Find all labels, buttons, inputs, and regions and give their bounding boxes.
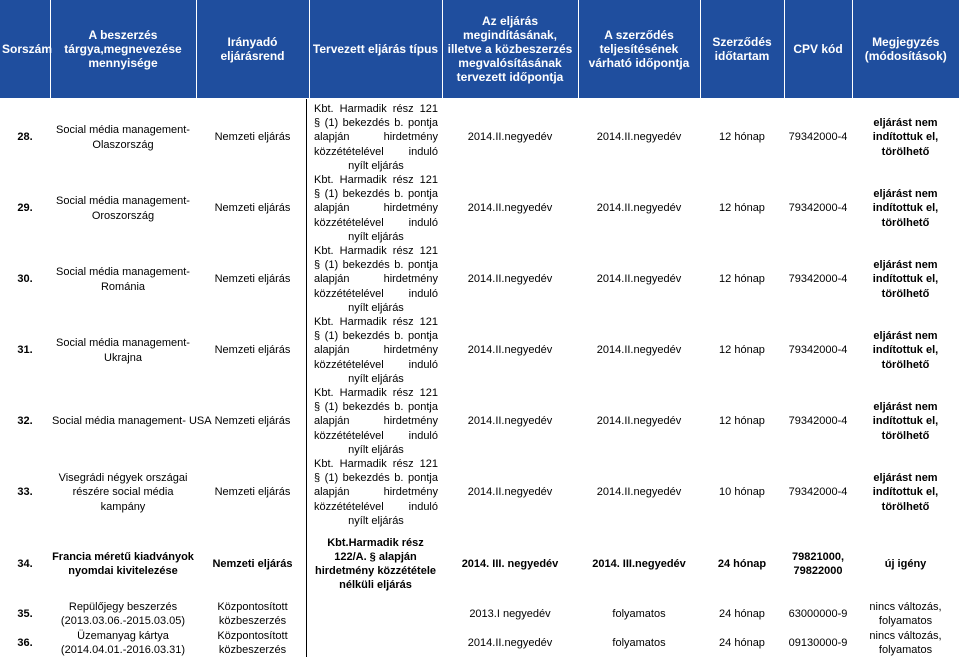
row-completion: 2014.II.negyedév bbox=[596, 344, 682, 357]
row-number: 35. bbox=[17, 608, 33, 621]
row-cpv: 79342000-4 bbox=[788, 273, 848, 286]
row-procedure: Nemzeti eljárás bbox=[214, 415, 291, 428]
row-number: 28. bbox=[17, 131, 33, 144]
row-duration: 12 hónap bbox=[719, 131, 765, 144]
row-subject: Repülőjegy beszerzés (2013.03.06.-2015.03.05) bbox=[60, 601, 186, 628]
header-procedure: Irányadó eljárásrend bbox=[196, 0, 309, 98]
row-cpv: 79342000-4 bbox=[788, 486, 848, 499]
row-note: eljárást nem indítottuk el, törölhető bbox=[872, 188, 939, 229]
row-procedure: Központosított közbeszerzés bbox=[217, 629, 288, 656]
row-completion: 2014.II.negyedév bbox=[596, 486, 682, 499]
row-number: 29. bbox=[17, 202, 33, 215]
row-cpv: 63000000-9 bbox=[788, 608, 848, 621]
header-row bbox=[0, 0, 959, 98]
table-row bbox=[0, 600, 959, 628]
row-type: Kbt. Harmadik rész 121 § (1) bekezdés b. pontja alapján hirdetmény közzétételével induló nyílt eljárás bbox=[314, 316, 438, 385]
row-procedure: Nemzeti eljárás bbox=[214, 344, 291, 357]
row-cpv: 79821000, 79822000 bbox=[792, 550, 844, 578]
column-divider bbox=[306, 99, 307, 657]
row-subject: Social média management-Románia bbox=[56, 266, 190, 293]
row-start: 2014.II.negyedév bbox=[467, 486, 553, 499]
row-completion: 2014. III.negyedév bbox=[592, 557, 686, 570]
row-cpv: 09130000-9 bbox=[788, 636, 848, 649]
row-start: 2014.II.negyedév bbox=[467, 131, 553, 144]
table-row bbox=[0, 386, 959, 457]
row-subject: Social média management-Olaszország bbox=[56, 124, 190, 151]
row-procedure: Nemzeti eljárás bbox=[214, 202, 291, 215]
row-number: 36. bbox=[17, 636, 33, 649]
table-row bbox=[0, 315, 959, 386]
header-subject: A beszerzés tárgya,megnevezése mennyisége bbox=[50, 0, 196, 98]
row-start: 2014.II.negyedév bbox=[467, 273, 553, 286]
row-completion: 2014.II.negyedév bbox=[596, 273, 682, 286]
header-note: Megjegyzés (módosítások) bbox=[852, 0, 959, 98]
row-completion: folyamatos bbox=[612, 608, 666, 621]
row-cpv: 79342000-4 bbox=[788, 131, 848, 144]
row-procedure: Nemzeti eljárás bbox=[212, 557, 293, 570]
row-start: 2014.II.negyedév bbox=[467, 202, 553, 215]
row-procedure: Nemzeti eljárás bbox=[214, 486, 291, 499]
row-duration: 24 hónap bbox=[717, 557, 767, 570]
row-type: Kbt. Harmadik rész 121 § (1) bekezdés b. pontja alapján hirdetmény közzétételével induló nyílt eljárás bbox=[314, 387, 438, 456]
table-row bbox=[0, 102, 959, 173]
row-cpv: 79342000-4 bbox=[788, 344, 848, 357]
row-note: eljárást nem indítottuk el, törölhető bbox=[872, 330, 939, 371]
header-duration: Szerződés időtartam bbox=[700, 0, 784, 98]
row-subject: Social média management-Ukrajna bbox=[56, 337, 190, 364]
row-procedure: Nemzeti eljárás bbox=[214, 131, 291, 144]
row-start: 2014.II.negyedév bbox=[467, 415, 553, 428]
row-note: eljárást nem indítottuk el, törölhető bbox=[872, 472, 939, 513]
row-number: 32. bbox=[17, 415, 33, 428]
row-type: Kbt. Harmadik rész 121 § (1) bekezdés b. pontja alapján hirdetmény közzétételével induló nyílt eljárás bbox=[314, 458, 438, 527]
table-row bbox=[0, 457, 959, 528]
header-completion: A szerződés teljesítésének várható időpontja bbox=[578, 0, 700, 98]
table-row bbox=[0, 244, 959, 315]
row-completion: 2014.II.negyedév bbox=[596, 131, 682, 144]
row-duration: 24 hónap bbox=[719, 636, 765, 649]
header-no: Sorszám bbox=[0, 0, 50, 98]
row-note: nincs változás, folyamatos bbox=[869, 601, 942, 628]
header-cpv: CPV kód bbox=[784, 0, 852, 98]
row-type: Kbt. Harmadik rész 121 § (1) bekezdés b. pontja alapján hirdetmény közzétételével induló nyílt eljárás bbox=[314, 103, 438, 172]
row-completion: 2014.II.negyedév bbox=[596, 415, 682, 428]
row-subject: Social média management- USA bbox=[52, 415, 212, 428]
row-note: eljárást nem indítottuk el, törölhető bbox=[872, 259, 939, 300]
table-row bbox=[0, 532, 959, 596]
row-duration: 12 hónap bbox=[719, 273, 765, 286]
row-number: 31. bbox=[17, 344, 33, 357]
row-number: 33. bbox=[17, 486, 33, 499]
row-duration: 12 hónap bbox=[719, 202, 765, 215]
header-start: Az eljárás megindításának, illetve a közbeszerzés megvalósításának tervezett időpontja bbox=[442, 0, 578, 98]
row-start: 2014.II.negyedév bbox=[467, 636, 553, 649]
row-duration: 24 hónap bbox=[719, 608, 765, 621]
row-completion: 2014.II.negyedév bbox=[596, 202, 682, 215]
row-note: eljárást nem indítottuk el, törölhető bbox=[872, 117, 939, 158]
row-start: 2013.I negyedév bbox=[469, 608, 551, 621]
row-note: nincs változás, folyamatos bbox=[869, 629, 942, 656]
row-procedure: Nemzeti eljárás bbox=[214, 273, 291, 286]
row-completion: folyamatos bbox=[612, 636, 666, 649]
row-start: 2014. III. negyedév bbox=[461, 557, 559, 570]
row-type bbox=[309, 629, 442, 657]
row-procedure: Központosított közbeszerzés bbox=[217, 601, 288, 628]
row-number: 34. bbox=[17, 557, 33, 570]
row-duration: 12 hónap bbox=[719, 415, 765, 428]
row-duration: 12 hónap bbox=[719, 344, 765, 357]
row-type: Kbt.Harmadik rész 122/A. § alapján hirdetmény közzététele nélküli eljárás bbox=[314, 536, 437, 592]
row-duration: 10 hónap bbox=[719, 486, 765, 499]
row-type bbox=[309, 600, 442, 628]
row-cpv: 79342000-4 bbox=[788, 202, 848, 215]
row-note: új igény bbox=[884, 557, 927, 570]
row-type: Kbt. Harmadik rész 121 § (1) bekezdés b. pontja alapján hirdetmény közzétételével induló nyílt eljárás bbox=[314, 174, 438, 243]
header-type: Tervezett eljárás típus bbox=[309, 0, 442, 98]
row-number: 30. bbox=[17, 273, 33, 286]
row-type: Kbt. Harmadik rész 121 § (1) bekezdés b. pontja alapján hirdetmény közzétételével induló nyílt eljárás bbox=[314, 245, 438, 314]
row-subject: Francia méretű kiadványok nyomdai kivitelezése bbox=[52, 550, 194, 578]
table-row bbox=[0, 173, 959, 244]
row-note: eljárást nem indítottuk el, törölhető bbox=[872, 401, 939, 442]
row-subject: Social média management-Oroszország bbox=[56, 195, 190, 222]
row-subject: Visegrádi négyek országai részére social média kampány bbox=[58, 472, 188, 513]
table-row bbox=[0, 629, 959, 657]
row-cpv: 79342000-4 bbox=[788, 415, 848, 428]
row-start: 2014.II.negyedév bbox=[467, 344, 553, 357]
row-subject: Üzemanyag kártya (2014.04.01.-2016.03.31) bbox=[60, 629, 186, 656]
